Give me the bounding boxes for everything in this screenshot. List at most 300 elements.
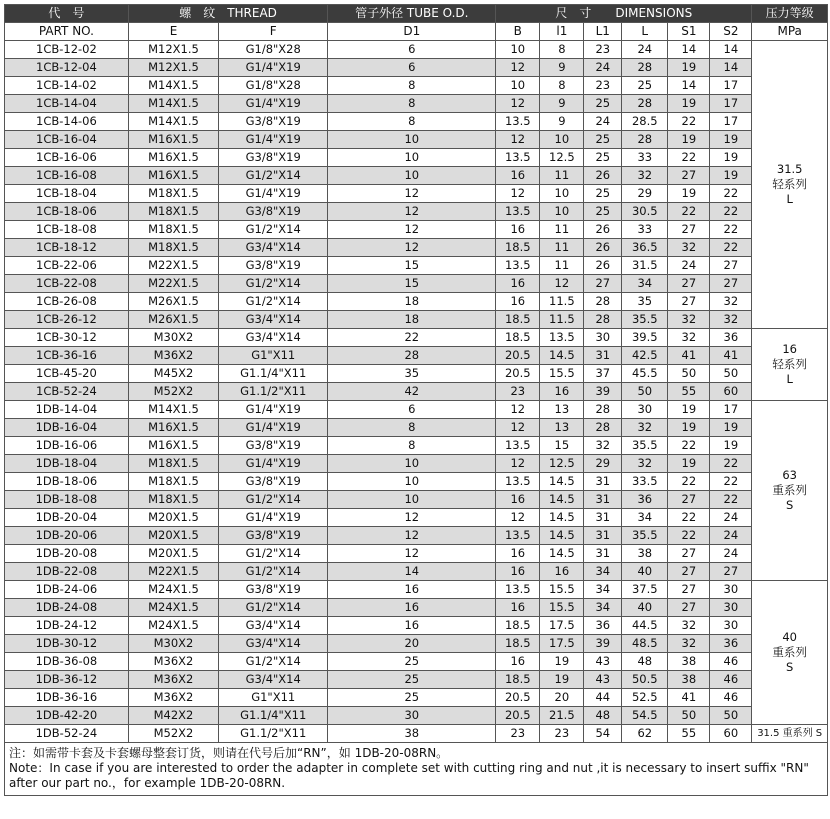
cell-dim-s1: 27 — [668, 167, 710, 185]
cell-thread-e: M36X2 — [128, 347, 218, 365]
cell-dim-b: 20.5 — [496, 689, 540, 707]
cell-dim-b: 16 — [496, 491, 540, 509]
table-row — [5, 599, 828, 617]
cell-dim-s2: 36 — [710, 329, 752, 347]
table-row — [5, 221, 828, 239]
pressure-rating-line: L — [786, 192, 793, 206]
cell-dim-s2: 22 — [710, 455, 752, 473]
cell-tube-d1: 8 — [328, 113, 496, 131]
cell-dim-l1-upper: 24 — [584, 113, 622, 131]
cell-dim-s2: 32 — [710, 311, 752, 329]
cell-dim-l1-lower: 15.5 — [540, 599, 584, 617]
cell-dim-s1: 38 — [668, 653, 710, 671]
cell-dim-l: 44.5 — [622, 617, 668, 635]
table-row — [5, 689, 828, 707]
cell-dim-l1-upper: 43 — [584, 671, 622, 689]
cell-tube-d1: 8 — [328, 77, 496, 95]
cell-tube-d1: 10 — [328, 131, 496, 149]
cell-thread-f: G1/4"X19 — [219, 59, 328, 77]
cell-part-no: 1CB-26-12 — [5, 311, 129, 329]
cell-thread-e: M18X1.5 — [128, 203, 218, 221]
cell-dim-l1-lower: 10 — [540, 185, 584, 203]
cell-thread-f: G1.1/4"X11 — [219, 365, 328, 383]
cell-dim-l1-upper: 31 — [584, 527, 622, 545]
cell-part-no: 1DB-20-06 — [5, 527, 129, 545]
cell-part-no: 1DB-36-16 — [5, 689, 129, 707]
table-row — [5, 653, 828, 671]
header-dimensions: 尺 寸 DIMENSIONS — [496, 5, 752, 23]
cell-dim-s2: 30 — [710, 617, 752, 635]
cell-part-no: 1CB-18-12 — [5, 239, 129, 257]
cell-dim-l1-lower: 9 — [540, 59, 584, 77]
cell-tube-d1: 18 — [328, 293, 496, 311]
cell-dim-l1-upper: 28 — [584, 293, 622, 311]
cell-thread-e: M18X1.5 — [128, 185, 218, 203]
cell-thread-e: M22X1.5 — [128, 275, 218, 293]
cell-part-no: 1CB-22-08 — [5, 275, 129, 293]
header-b: B — [496, 23, 540, 41]
cell-dim-l1-upper: 26 — [584, 167, 622, 185]
cell-dim-s1: 19 — [668, 455, 710, 473]
header-tube-od: 管子外径 TUBE O.D. — [328, 5, 496, 23]
cell-dim-b: 16 — [496, 221, 540, 239]
cell-dim-l1-lower: 14.5 — [540, 491, 584, 509]
cell-dim-s1: 32 — [668, 329, 710, 347]
cell-tube-d1: 12 — [328, 545, 496, 563]
table-row — [5, 95, 828, 113]
header-part-no: PART NO. — [5, 23, 129, 41]
pressure-rating-line: 16 — [782, 342, 797, 356]
cell-dim-b: 13.5 — [496, 581, 540, 599]
cell-thread-f: G1/2"X14 — [219, 563, 328, 581]
table-row — [5, 257, 828, 275]
cell-tube-d1: 6 — [328, 401, 496, 419]
cell-dim-l1-upper: 25 — [584, 95, 622, 113]
cell-dim-l1-lower: 14.5 — [540, 509, 584, 527]
cell-part-no: 1CB-30-12 — [5, 329, 129, 347]
table-row — [5, 239, 828, 257]
cell-tube-d1: 20 — [328, 635, 496, 653]
cell-part-no: 1DB-30-12 — [5, 635, 129, 653]
cell-dim-l1-upper: 31 — [584, 347, 622, 365]
cell-tube-d1: 18 — [328, 311, 496, 329]
cell-dim-l: 40 — [622, 599, 668, 617]
cell-dim-b: 18.5 — [496, 311, 540, 329]
cell-part-no: 1DB-24-08 — [5, 599, 129, 617]
cell-dim-b: 23 — [496, 725, 540, 743]
cell-dim-b: 16 — [496, 545, 540, 563]
note-chinese: 注：如需带卡套及卡套螺母整套订货，则请在代号后加“RN”，如 1DB-20-08RN。 — [9, 746, 449, 760]
cell-dim-b: 13.5 — [496, 437, 540, 455]
cell-thread-f: G3/8"X19 — [219, 581, 328, 599]
table-row — [5, 275, 828, 293]
cell-dim-l1-lower: 14.5 — [540, 473, 584, 491]
cell-dim-l1-upper: 31 — [584, 491, 622, 509]
cell-dim-b: 10 — [496, 77, 540, 95]
cell-dim-s2: 19 — [710, 167, 752, 185]
header-s2: S2 — [710, 23, 752, 41]
cell-dim-l1-upper: 23 — [584, 77, 622, 95]
cell-dim-l1-lower: 10 — [540, 203, 584, 221]
cell-dim-l: 52.5 — [622, 689, 668, 707]
cell-dim-l: 36 — [622, 491, 668, 509]
cell-dim-l1-lower: 13 — [540, 419, 584, 437]
cell-part-no: 1DB-18-08 — [5, 491, 129, 509]
cell-dim-s1: 19 — [668, 59, 710, 77]
cell-dim-l1-lower: 20 — [540, 689, 584, 707]
cell-dim-l1-lower: 23 — [540, 725, 584, 743]
cell-part-no: 1DB-36-08 — [5, 653, 129, 671]
cell-thread-f: G1.1/2"X11 — [219, 725, 328, 743]
cell-dim-s1: 55 — [668, 725, 710, 743]
cell-dim-s2: 17 — [710, 113, 752, 131]
parts-table — [4, 4, 828, 743]
cell-thread-f: G3/8"X19 — [219, 149, 328, 167]
cell-dim-l1-upper: 31 — [584, 509, 622, 527]
table-row — [5, 635, 828, 653]
table-row — [5, 311, 828, 329]
cell-dim-b: 18.5 — [496, 671, 540, 689]
cell-dim-l1-lower: 11 — [540, 167, 584, 185]
cell-dim-l: 34 — [622, 509, 668, 527]
cell-dim-b: 12 — [496, 401, 540, 419]
cell-dim-s2: 22 — [710, 239, 752, 257]
cell-dim-l: 48 — [622, 653, 668, 671]
cell-part-no: 1DB-14-04 — [5, 401, 129, 419]
pressure-rating-cell — [752, 581, 828, 725]
cell-dim-s2: 17 — [710, 95, 752, 113]
cell-dim-s2: 14 — [710, 59, 752, 77]
table-row — [5, 383, 828, 401]
cell-part-no: 1DB-18-06 — [5, 473, 129, 491]
cell-dim-l1-lower: 15.5 — [540, 581, 584, 599]
cell-part-no: 1DB-20-04 — [5, 509, 129, 527]
cell-thread-e: M52X2 — [128, 383, 218, 401]
cell-dim-l: 48.5 — [622, 635, 668, 653]
cell-dim-s1: 38 — [668, 671, 710, 689]
cell-dim-l1-upper: 28 — [584, 419, 622, 437]
cell-thread-f: G1.1/4"X11 — [219, 707, 328, 725]
cell-dim-l1-upper: 24 — [584, 59, 622, 77]
pressure-rating-cell — [752, 401, 828, 581]
cell-dim-s1: 32 — [668, 635, 710, 653]
table-row — [5, 203, 828, 221]
cell-thread-f: G3/4"X14 — [219, 239, 328, 257]
cell-dim-l: 35.5 — [622, 527, 668, 545]
header-pressure: 压力等级 — [752, 5, 828, 23]
cell-dim-b: 16 — [496, 167, 540, 185]
cell-dim-s2: 46 — [710, 653, 752, 671]
cell-thread-e: M36X2 — [128, 653, 218, 671]
cell-dim-l: 33 — [622, 149, 668, 167]
cell-thread-e: M14X1.5 — [128, 77, 218, 95]
cell-thread-e: M20X1.5 — [128, 509, 218, 527]
cell-dim-s1: 50 — [668, 707, 710, 725]
pressure-rating-line: 重系列 — [772, 483, 807, 497]
cell-dim-l1-upper: 34 — [584, 599, 622, 617]
pressure-rating-line: S — [786, 498, 794, 512]
cell-thread-f: G3/4"X14 — [219, 635, 328, 653]
cell-dim-l1-upper: 23 — [584, 41, 622, 59]
cell-thread-e: M16X1.5 — [128, 419, 218, 437]
cell-dim-l: 34 — [622, 275, 668, 293]
cell-dim-s2: 24 — [710, 527, 752, 545]
pressure-rating-line: 63 — [782, 468, 797, 482]
cell-dim-s2: 24 — [710, 545, 752, 563]
cell-dim-l: 42.5 — [622, 347, 668, 365]
table-row — [5, 491, 828, 509]
header-d1: D1 — [328, 23, 496, 41]
note-english: Note：In case if you are interested to order the adapter in complete set with cutting ring and nut ,it is necessary to insert suffix "RN" after our part no.，for example 1DB-20-08RN. — [9, 761, 809, 790]
cell-dim-s1: 19 — [668, 401, 710, 419]
cell-dim-s1: 14 — [668, 77, 710, 95]
pressure-rating-line: 轻系列 — [772, 357, 807, 371]
cell-dim-s1: 24 — [668, 257, 710, 275]
table-row — [5, 617, 828, 635]
header-e: E — [128, 23, 218, 41]
cell-tube-d1: 12 — [328, 221, 496, 239]
header-code: 代 号 — [5, 5, 129, 23]
cell-tube-d1: 8 — [328, 95, 496, 113]
cell-dim-s1: 27 — [668, 563, 710, 581]
cell-dim-l: 33 — [622, 221, 668, 239]
cell-thread-e: M14X1.5 — [128, 95, 218, 113]
cell-tube-d1: 12 — [328, 509, 496, 527]
cell-dim-l1-upper: 48 — [584, 707, 622, 725]
cell-dim-l1-upper: 28 — [584, 401, 622, 419]
header-thread: 螺 纹 THREAD — [128, 5, 327, 23]
table-row — [5, 59, 828, 77]
cell-thread-f: G1/4"X19 — [219, 419, 328, 437]
cell-dim-b: 12 — [496, 509, 540, 527]
cell-part-no: 1CB-18-06 — [5, 203, 129, 221]
cell-dim-b: 13.5 — [496, 203, 540, 221]
cell-thread-e: M18X1.5 — [128, 491, 218, 509]
cell-part-no: 1CB-36-16 — [5, 347, 129, 365]
cell-thread-f: G1"X11 — [219, 689, 328, 707]
cell-dim-l: 32 — [622, 419, 668, 437]
cell-dim-s1: 27 — [668, 545, 710, 563]
cell-dim-s1: 19 — [668, 419, 710, 437]
pressure-rating-cell — [752, 329, 828, 401]
cell-dim-s1: 27 — [668, 275, 710, 293]
cell-dim-l: 31.5 — [622, 257, 668, 275]
cell-dim-l1-lower: 16 — [540, 383, 584, 401]
cell-dim-s2: 50 — [710, 707, 752, 725]
cell-dim-l1-lower: 12.5 — [540, 455, 584, 473]
cell-thread-e: M26X1.5 — [128, 311, 218, 329]
cell-dim-l1-lower: 14.5 — [540, 527, 584, 545]
cell-thread-f: G1/2"X14 — [219, 275, 328, 293]
cell-thread-f: G1/2"X14 — [219, 167, 328, 185]
cell-tube-d1: 10 — [328, 491, 496, 509]
cell-tube-d1: 16 — [328, 581, 496, 599]
table-row — [5, 707, 828, 725]
pressure-rating-line: 轻系列 — [772, 177, 807, 191]
cell-dim-l1-lower: 11 — [540, 239, 584, 257]
cell-dim-s2: 30 — [710, 581, 752, 599]
cell-dim-l1-lower: 15.5 — [540, 365, 584, 383]
cell-dim-l: 28 — [622, 131, 668, 149]
cell-thread-f: G1/4"X19 — [219, 455, 328, 473]
table-row — [5, 329, 828, 347]
cell-dim-l1-upper: 25 — [584, 149, 622, 167]
cell-tube-d1: 35 — [328, 365, 496, 383]
cell-dim-s1: 27 — [668, 221, 710, 239]
cell-thread-e: M24X1.5 — [128, 617, 218, 635]
cell-dim-s2: 30 — [710, 599, 752, 617]
cell-dim-l: 25 — [622, 77, 668, 95]
cell-dim-b: 13.5 — [496, 113, 540, 131]
cell-dim-l1-lower: 15 — [540, 437, 584, 455]
cell-part-no: 1CB-16-08 — [5, 167, 129, 185]
cell-dim-l1-lower: 11.5 — [540, 311, 584, 329]
cell-tube-d1: 8 — [328, 419, 496, 437]
pressure-rating-cell — [752, 725, 828, 743]
cell-dim-l: 40 — [622, 563, 668, 581]
cell-dim-s2: 22 — [710, 491, 752, 509]
cell-dim-l1-upper: 30 — [584, 329, 622, 347]
cell-dim-l: 39.5 — [622, 329, 668, 347]
cell-dim-l1-upper: 26 — [584, 257, 622, 275]
cell-part-no: 1DB-42-20 — [5, 707, 129, 725]
cell-thread-f: G1/4"X19 — [219, 95, 328, 113]
cell-dim-s2: 19 — [710, 149, 752, 167]
spec-sheet — [4, 4, 828, 796]
table-row — [5, 347, 828, 365]
table-row — [5, 365, 828, 383]
cell-dim-b: 20.5 — [496, 347, 540, 365]
cell-dim-l: 35 — [622, 293, 668, 311]
cell-dim-s1: 32 — [668, 311, 710, 329]
cell-dim-s1: 19 — [668, 95, 710, 113]
cell-dim-l: 30.5 — [622, 203, 668, 221]
cell-dim-s2: 46 — [710, 689, 752, 707]
cell-thread-f: G3/4"X14 — [219, 329, 328, 347]
cell-dim-s2: 50 — [710, 365, 752, 383]
table-row — [5, 671, 828, 689]
cell-dim-l: 54.5 — [622, 707, 668, 725]
cell-tube-d1: 15 — [328, 275, 496, 293]
cell-thread-f: G1.1/2"X11 — [219, 383, 328, 401]
cell-dim-s2: 19 — [710, 419, 752, 437]
cell-dim-l1-lower: 14.5 — [540, 347, 584, 365]
table-row — [5, 437, 828, 455]
cell-dim-s1: 22 — [668, 509, 710, 527]
cell-dim-l: 35.5 — [622, 437, 668, 455]
cell-part-no: 1CB-16-04 — [5, 131, 129, 149]
cell-dim-l: 28 — [622, 95, 668, 113]
pressure-rating-line: S — [786, 660, 794, 674]
table-row — [5, 455, 828, 473]
cell-thread-e: M22X1.5 — [128, 257, 218, 275]
cell-tube-d1: 14 — [328, 563, 496, 581]
table-row — [5, 401, 828, 419]
table-row — [5, 113, 828, 131]
cell-tube-d1: 12 — [328, 527, 496, 545]
table-row — [5, 77, 828, 95]
cell-dim-b: 12 — [496, 419, 540, 437]
cell-part-no: 1CB-14-04 — [5, 95, 129, 113]
cell-dim-b: 12 — [496, 131, 540, 149]
cell-dim-b: 18.5 — [496, 635, 540, 653]
table-row — [5, 545, 828, 563]
header-mpa: MPa — [752, 23, 828, 41]
cell-dim-s1: 27 — [668, 581, 710, 599]
cell-dim-l: 38 — [622, 545, 668, 563]
cell-part-no: 1DB-24-06 — [5, 581, 129, 599]
cell-dim-s2: 27 — [710, 257, 752, 275]
cell-dim-l1-upper: 44 — [584, 689, 622, 707]
cell-dim-l1-lower: 11 — [540, 221, 584, 239]
table-row — [5, 185, 828, 203]
cell-dim-s2: 24 — [710, 509, 752, 527]
cell-dim-l1-upper: 26 — [584, 221, 622, 239]
cell-dim-l1-upper: 36 — [584, 617, 622, 635]
cell-thread-f: G1/4"X19 — [219, 185, 328, 203]
cell-thread-f: G3/4"X14 — [219, 311, 328, 329]
cell-tube-d1: 12 — [328, 203, 496, 221]
cell-dim-l: 28.5 — [622, 113, 668, 131]
cell-dim-b: 16 — [496, 293, 540, 311]
cell-thread-e: M20X1.5 — [128, 527, 218, 545]
cell-tube-d1: 28 — [328, 347, 496, 365]
cell-dim-s1: 41 — [668, 347, 710, 365]
cell-part-no: 1CB-26-08 — [5, 293, 129, 311]
cell-tube-d1: 16 — [328, 599, 496, 617]
cell-dim-s2: 14 — [710, 41, 752, 59]
cell-part-no: 1CB-14-06 — [5, 113, 129, 131]
header-row-sub — [5, 23, 828, 41]
cell-dim-b: 18.5 — [496, 329, 540, 347]
cell-dim-l1-lower: 12 — [540, 275, 584, 293]
cell-dim-l1-lower: 19 — [540, 671, 584, 689]
cell-dim-s1: 32 — [668, 239, 710, 257]
cell-part-no: 1CB-12-04 — [5, 59, 129, 77]
cell-thread-e: M20X1.5 — [128, 545, 218, 563]
cell-dim-s1: 55 — [668, 383, 710, 401]
cell-dim-l1-upper: 28 — [584, 311, 622, 329]
cell-dim-l: 32 — [622, 455, 668, 473]
cell-dim-l1-lower: 11 — [540, 257, 584, 275]
cell-tube-d1: 25 — [328, 671, 496, 689]
cell-dim-l1-upper: 29 — [584, 455, 622, 473]
cell-tube-d1: 10 — [328, 167, 496, 185]
cell-thread-f: G3/8"X19 — [219, 113, 328, 131]
cell-tube-d1: 30 — [328, 707, 496, 725]
cell-dim-l1-upper: 25 — [584, 131, 622, 149]
cell-tube-d1: 10 — [328, 473, 496, 491]
cell-dim-l: 50 — [622, 383, 668, 401]
cell-thread-e: M30X2 — [128, 329, 218, 347]
cell-thread-e: M18X1.5 — [128, 473, 218, 491]
cell-thread-e: M18X1.5 — [128, 455, 218, 473]
cell-dim-l: 28 — [622, 59, 668, 77]
cell-dim-l1-lower: 13 — [540, 401, 584, 419]
cell-dim-b: 18.5 — [496, 617, 540, 635]
cell-tube-d1: 6 — [328, 41, 496, 59]
cell-thread-e: M24X1.5 — [128, 581, 218, 599]
cell-dim-l: 50.5 — [622, 671, 668, 689]
cell-part-no: 1DB-16-04 — [5, 419, 129, 437]
cell-tube-d1: 25 — [328, 689, 496, 707]
cell-dim-l1-upper: 37 — [584, 365, 622, 383]
table-row — [5, 149, 828, 167]
cell-dim-b: 13.5 — [496, 149, 540, 167]
cell-thread-e: M36X2 — [128, 671, 218, 689]
cell-dim-l: 29 — [622, 185, 668, 203]
cell-part-no: 1DB-24-12 — [5, 617, 129, 635]
